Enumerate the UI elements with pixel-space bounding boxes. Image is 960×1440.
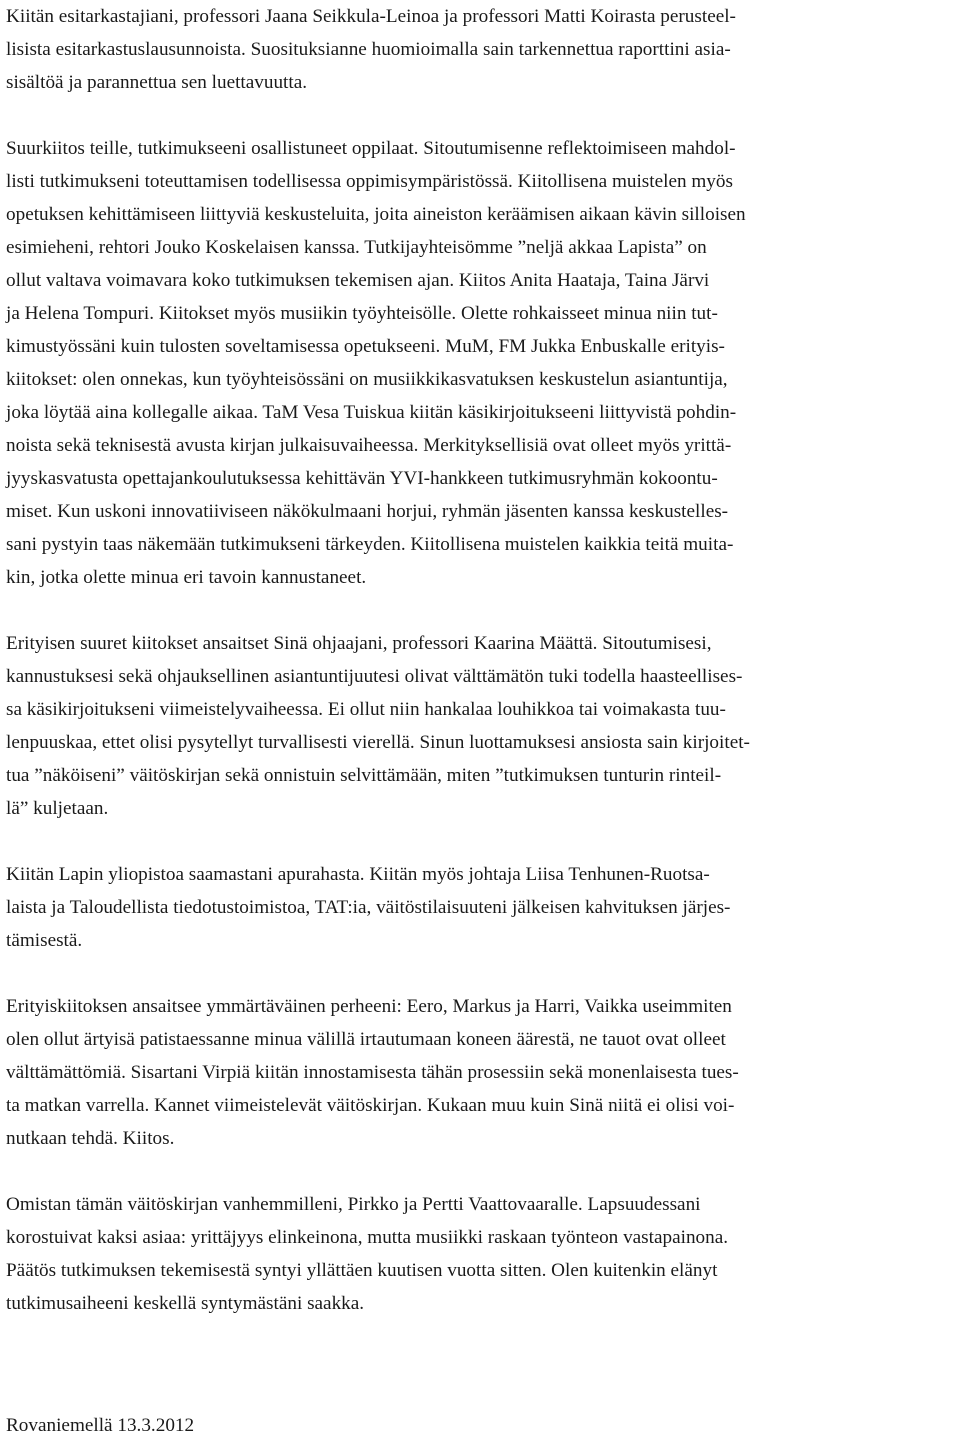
text-line: tutkimusaiheeni keskellä syntymästäni saakka. [6,1293,365,1314]
paragraph-spacer [6,957,952,990]
text-line: lisista esitarkastuslausunnoista. Suosituksianne huomioimalla sain tarkennettua raporttini asia- [6,39,731,60]
text-line: lenpuuskaa, ettet olisi pysytellyt turvallisesti vierellä. Sinun luottamuksesi ansiosta sain kirjoitet- [6,732,750,753]
document-body [6,0,952,1320]
text-line: olen ollut ärtyisä patistaessanne minua välillä irtautumaan koneen äärestä, ne tauot ovat olleet [6,1029,726,1050]
text-line: Omistan tämän väitöskirjan vanhemmilleni, Pirkko ja Pertti Vaattovaaralle. Lapsuudessani [6,1194,701,1215]
text-line: listi tutkimukseni toteuttamisen todellisessa oppimisympäristössä. Kiitollisena muistelen myös [6,171,733,192]
text-line: tämisestä. [6,930,83,951]
text-line: Kiitän esitarkastajiani, professori Jaana Seikkula-Leinoa ja professori Matti Koirasta perusteel- [6,6,736,27]
text-line: noista sekä teknisestä avusta kirjan julkaisuvaiheessa. Merkityksellisiä ovat olleet myös yrittä- [6,435,732,456]
text-line: ja Helena Tompuri. Kiitokset myös musiikin työyhteisölle. Olette rohkaisseet minua niin tut- [6,303,718,324]
text-line: kiitokset: olen onnekas, kun työyhteisössäni on musiikkikasvatuksen keskustelun asiantuntija, [6,369,728,390]
text-line: nutkaan tehdä. Kiitos. [6,1128,175,1149]
paragraph-spacer [6,1155,952,1188]
paragraph-participants [6,132,952,594]
text-line: Suurkiitos teille, tutkimukseeni osallistuneet oppilaat. Sitoutumisenne reflektoimiseen mahdol- [6,138,736,159]
paragraph-spacer [6,594,952,627]
paragraph-reviewers [6,0,952,99]
text-line: opetuksen kehittämiseen liittyviä keskusteluita, joita aineiston keräämisen aikaan kävin silloisen [6,204,746,225]
text-line: ta matkan varrella. Kannet viimeistelevät väitöskirjan. Kukaan muu kuin Sinä niitä ei olisi voi- [6,1095,735,1116]
signature-place-date: Rovaniemellä 13.3.2012 [6,1415,195,1436]
text-line: Päätös tutkimuksen tekemisestä syntyi yllättäen kuutisen vuotta sitten. Olen kuitenkin elänyt [6,1260,718,1281]
text-line: ollut valtava voimavara koko tutkimuksen tekemisen ajan. Kiitos Anita Haataja, Taina Järvi [6,270,710,291]
text-line: tua ”näköiseni” väitöskirjan sekä onnistuin selvittämään, miten ”tutkimuksen tunturin rinteil- [6,765,722,786]
text-line: kin, jotka olette minua eri tavoin kannustaneet. [6,567,367,588]
text-line: sani pystyin taas näkemään tutkimukseni tärkeyden. Kiitollisena muistelen kaikkia teitä muita- [6,534,734,555]
text-line: sa käsikirjoitukseni viimeistelyvaiheessa. Ei ollut niin hankalaa louhikkoa tai voimakasta tuu- [6,699,726,720]
paragraph-funding [6,858,952,957]
text-line: Erityisen suuret kiitokset ansaitset Sinä ohjaajani, professori Kaarina Määttä. Sitoutumisesi, [6,633,712,654]
text-line: sisältöä ja parannettua sen luettavuutta. [6,72,308,93]
text-line: Kiitän Lapin yliopistoa saamastani apurahasta. Kiitän myös johtaja Liisa Tenhunen-Ruotsa- [6,864,710,885]
text-line: lä” kuljetaan. [6,798,109,819]
text-line: jyyskasvatusta opettajankoulutuksessa kehittävän YVI-hankkeen tutkimusryhmän kokoontu- [6,468,718,489]
text-line: miset. Kun uskoni innovatiiviseen näkökulmaani horjui, ryhmän jäsenten kanssa keskustelles- [6,501,729,522]
paragraph-dedication [6,1188,952,1320]
text-line: esimieheni, rehtori Jouko Koskelaisen kanssa. Tutkijayhteisömme ”neljä akkaa Lapista” on [6,237,707,258]
text-line: kimustyössäni kuin tulosten soveltamisessa opetukseeni. MuM, FM Jukka Enbuskalle erityis- [6,336,725,357]
paragraph-family [6,990,952,1155]
text-line: välttämättömiä. Sisartani Virpiä kiitän innostamisesta tähän prosessiin sekä monenlaisesta tues- [6,1062,739,1083]
text-line: Erityiskiitoksen ansaitsee ymmärtäväinen perheeni: Eero, Markus ja Harri, Vaikka useimmiten [6,996,732,1017]
paragraph-supervisor [6,627,952,825]
text-line: laista ja Taloudellista tiedotustoimistoa, TAT:ia, väitöstilaisuuteni jälkeisen kahvituksen järjes- [6,897,731,918]
text-line: korostuivat kaksi asiaa: yrittäjyys elinkeinona, mutta musiikki raskaan työnteon vastapainona. [6,1227,729,1248]
text-line: joka löytää aina kollegalle aikaa. TaM Vesa Tuiskua kiitän käsikirjoitukseeni liittyvistä pohdin- [6,402,737,423]
paragraph-spacer [6,99,952,132]
paragraph-spacer [6,825,952,858]
text-line: kannustuksesi sekä ohjauksellinen asiantuntijuutesi olivat välttämätön tuki todella haasteellises- [6,666,743,687]
